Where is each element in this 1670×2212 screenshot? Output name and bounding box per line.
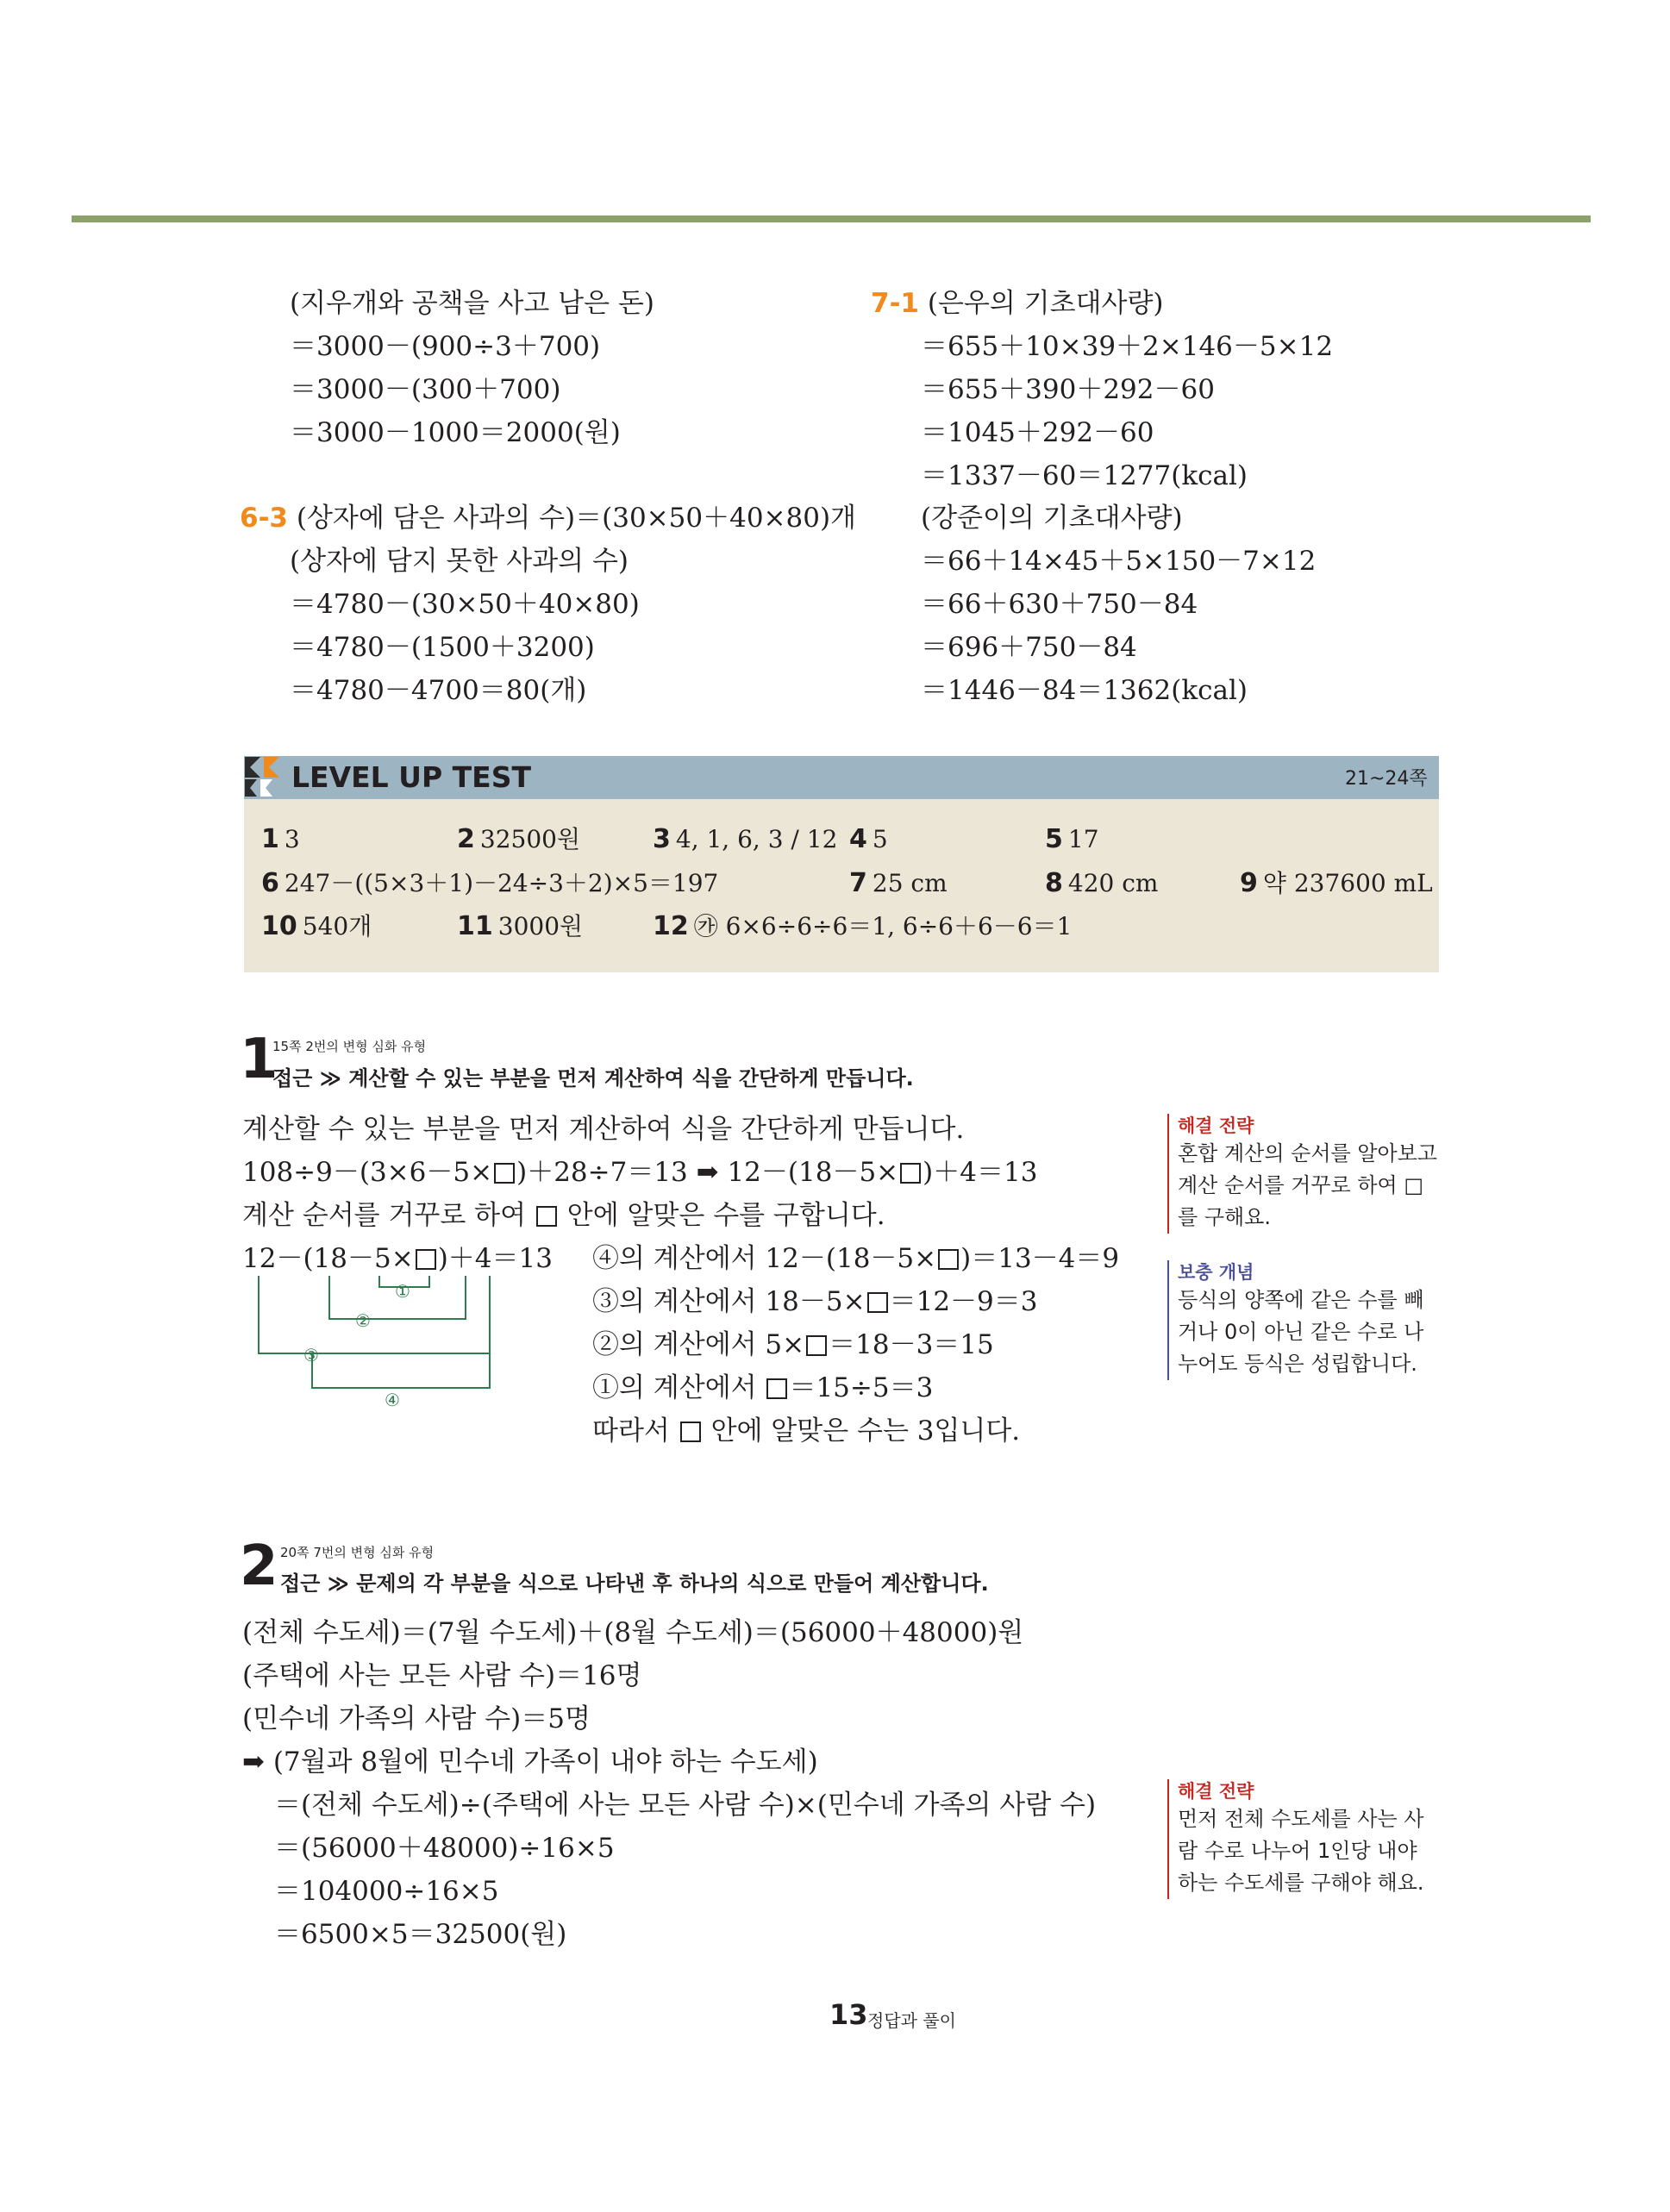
text-line: ＝(전체 수도세)÷(주택에 사는 모든 사람 수)×(민수네 가족의 사람 수) [274, 1790, 1097, 1821]
text-line: ＝3000－1000＝2000(원) [290, 417, 621, 448]
answer-item: 7 25 cm [849, 868, 948, 898]
text-line: 계산할 수 있는 부분을 먼저 계산하여 식을 간단하게 만듭니다. [242, 1114, 965, 1145]
problem-number: 2 [240, 1534, 278, 1598]
text-line: (지우개와 공책을 사고 남은 돈) [290, 288, 654, 319]
step-line: ②의 계산에서 5× ＝18－3＝15 [592, 1329, 994, 1360]
text-line: ＝1337－60＝1277(kcal) [921, 460, 1248, 491]
answer-item: 5 17 [1045, 824, 1099, 854]
answer-item: 6 247－((5×3＋1)－24÷3＋2)×5＝197 [261, 868, 719, 898]
concept-note [1167, 1260, 1462, 1380]
item-7-1-first [871, 286, 1164, 321]
calc-order-diagram [250, 1272, 509, 1401]
circle-2: ② [355, 1310, 371, 1331]
text-line: ＝1446－84＝1362(kcal) [921, 675, 1248, 706]
note-line: 거나 0이 아닌 같은 수로 나 [1178, 1320, 1424, 1344]
page-number: 13 [829, 1998, 868, 2031]
text-line: ＝3000－(900÷3＋700) [290, 331, 601, 362]
text-line: ＝66＋630＋750－84 [921, 589, 1198, 620]
note-line: 누어도 등식은 성립합니다. [1178, 1352, 1417, 1376]
blank-box [766, 1378, 787, 1399]
step-line: ③의 계산에서 18－5× ＝12－9＝3 [592, 1286, 1038, 1317]
problem-source: 15쪽 2번의 변형 심화 유형 [272, 1039, 427, 1054]
blank-box [494, 1163, 515, 1184]
strategy-note [1167, 1779, 1462, 1899]
order-expression: 12－(18－5× )＋4＝13 [242, 1243, 553, 1274]
text-line: ＝104000÷16×5 [274, 1876, 499, 1907]
answer-item: 9 약 237600 mL [1240, 868, 1433, 898]
answer-item: 11 3000원 [457, 911, 584, 941]
step-line: ①의 계산에서 ＝15÷5＝3 [592, 1372, 934, 1403]
note-line: 먼저 전체 수도세를 사는 사 [1178, 1807, 1424, 1831]
top-rule [72, 216, 1591, 222]
text-line: ＝3000－(300＋700) [290, 374, 561, 405]
circle-4: ④ [385, 1390, 400, 1410]
blank-box [806, 1335, 827, 1356]
problem-approach: 접근 ≫ 계산할 수 있는 부분을 먼저 계산하여 식을 간단하게 만듭니다. [272, 1066, 914, 1090]
text-line: ＝6500×5＝32500(원) [274, 1919, 567, 1950]
note-title: 해결 전략 [1178, 1781, 1254, 1802]
note-line: 를 구해요. [1178, 1205, 1271, 1229]
note-title: 해결 전략 [1178, 1115, 1254, 1136]
text-line: (전체 수도세)＝(7월 수도세)＋(8월 수도세)＝(56000＋48000)원 [242, 1617, 1024, 1648]
text-line: ＝696＋750－84 [921, 632, 1137, 663]
answer-item: 10 540개 [261, 911, 372, 941]
item-6-3-first [240, 501, 856, 535]
answer-item: 2 32500원 [457, 824, 580, 854]
level-up-arrow-icon [243, 755, 283, 798]
page-label: 정답과 풀이 [867, 2010, 956, 2031]
circle-3: ③ [303, 1345, 319, 1365]
text-line: (은우의 기초대사량) [927, 288, 1164, 319]
note-line: 계산 순서를 거꾸로 하여 □ [1178, 1173, 1424, 1197]
step-line: ④의 계산에서 12－(18－5× )＝13－4＝9 [592, 1243, 1120, 1274]
text-line: (상자에 담은 사과의 수)＝(30×50＋40×80)개 [296, 503, 857, 534]
answer-item: 4 5 [849, 824, 888, 854]
note-line: 혼합 계산의 순서를 알아보고 [1178, 1141, 1438, 1165]
text-line: (상자에 담지 못한 사과의 수) [290, 546, 629, 577]
blank-box [536, 1206, 557, 1227]
answer-item: 8 420 cm [1045, 868, 1159, 898]
text-line: ➡ (7월과 8월에 민수네 가족이 내야 하는 수도세) [242, 1746, 818, 1778]
circle-1: ① [395, 1281, 410, 1302]
problem-source: 20쪽 7번의 변형 심화 유형 [280, 1545, 435, 1560]
blank-box [416, 1249, 436, 1270]
text-line: 계산 순서를 거꾸로 하여 안에 알맞은 수를 구합니다. [242, 1200, 885, 1231]
text-line: ＝(56000＋48000)÷16×5 [274, 1833, 615, 1864]
text-line: ＝4780－(30×50＋40×80) [290, 589, 640, 620]
answer-item: 1 3 [261, 824, 300, 854]
level-up-title: LEVEL UP TEST [291, 760, 531, 794]
text-line: (민수네 가족의 사람 수)＝5명 [242, 1703, 591, 1734]
blank-box [938, 1249, 959, 1270]
text-line: ＝655＋10×39＋2×146－5×12 [921, 331, 1334, 362]
text-line: (강준이의 기초대사량) [921, 503, 1183, 534]
note-line: 하는 수도세를 구해야 해요. [1178, 1871, 1424, 1895]
blank-box [900, 1163, 921, 1184]
blank-box [680, 1422, 701, 1442]
problem-approach: 접근 ≫ 문제의 각 부분을 식으로 나타낸 후 하나의 식으로 만들어 계산합니다. [280, 1572, 989, 1596]
answer-item: 12 ㉮ 6×6÷6÷6＝1, 6÷6＋6－6＝1 [653, 911, 1073, 941]
text-line: ＝1045＋292－60 [921, 417, 1154, 448]
blank-box [867, 1292, 888, 1313]
note-line: 람 수로 나누어 1인당 내야 [1178, 1839, 1417, 1863]
text-line: (주택에 사는 모든 사람 수)＝16명 [242, 1660, 642, 1691]
note-line: 등식의 양쪽에 같은 수를 빼 [1178, 1288, 1424, 1312]
text-line: 108÷9－(3×6－5× )＋28÷7＝13 ➡ 12－(18－5× )＋4＝13 [242, 1157, 1038, 1188]
problem-number: 1 [240, 1028, 278, 1091]
strategy-note [1167, 1114, 1462, 1234]
step-line: 따라서 안에 알맞은 수는 3입니다. [592, 1415, 1021, 1447]
text-line: ＝66＋14×45＋5×150－7×12 [921, 546, 1317, 577]
text-line: ＝4780－(1500＋3200) [290, 632, 595, 663]
item-label: 6-3 [240, 503, 289, 534]
level-up-pages: 21~24쪽 [1345, 768, 1428, 790]
text-line: ＝4780－4700＝80(개) [290, 675, 587, 706]
answer-item: 3 4, 1, 6, 3 / 12 [653, 824, 838, 854]
text-line: ＝655＋390＋292－60 [921, 374, 1215, 405]
item-label: 7-1 [871, 288, 920, 319]
note-title: 보충 개념 [1178, 1262, 1254, 1283]
